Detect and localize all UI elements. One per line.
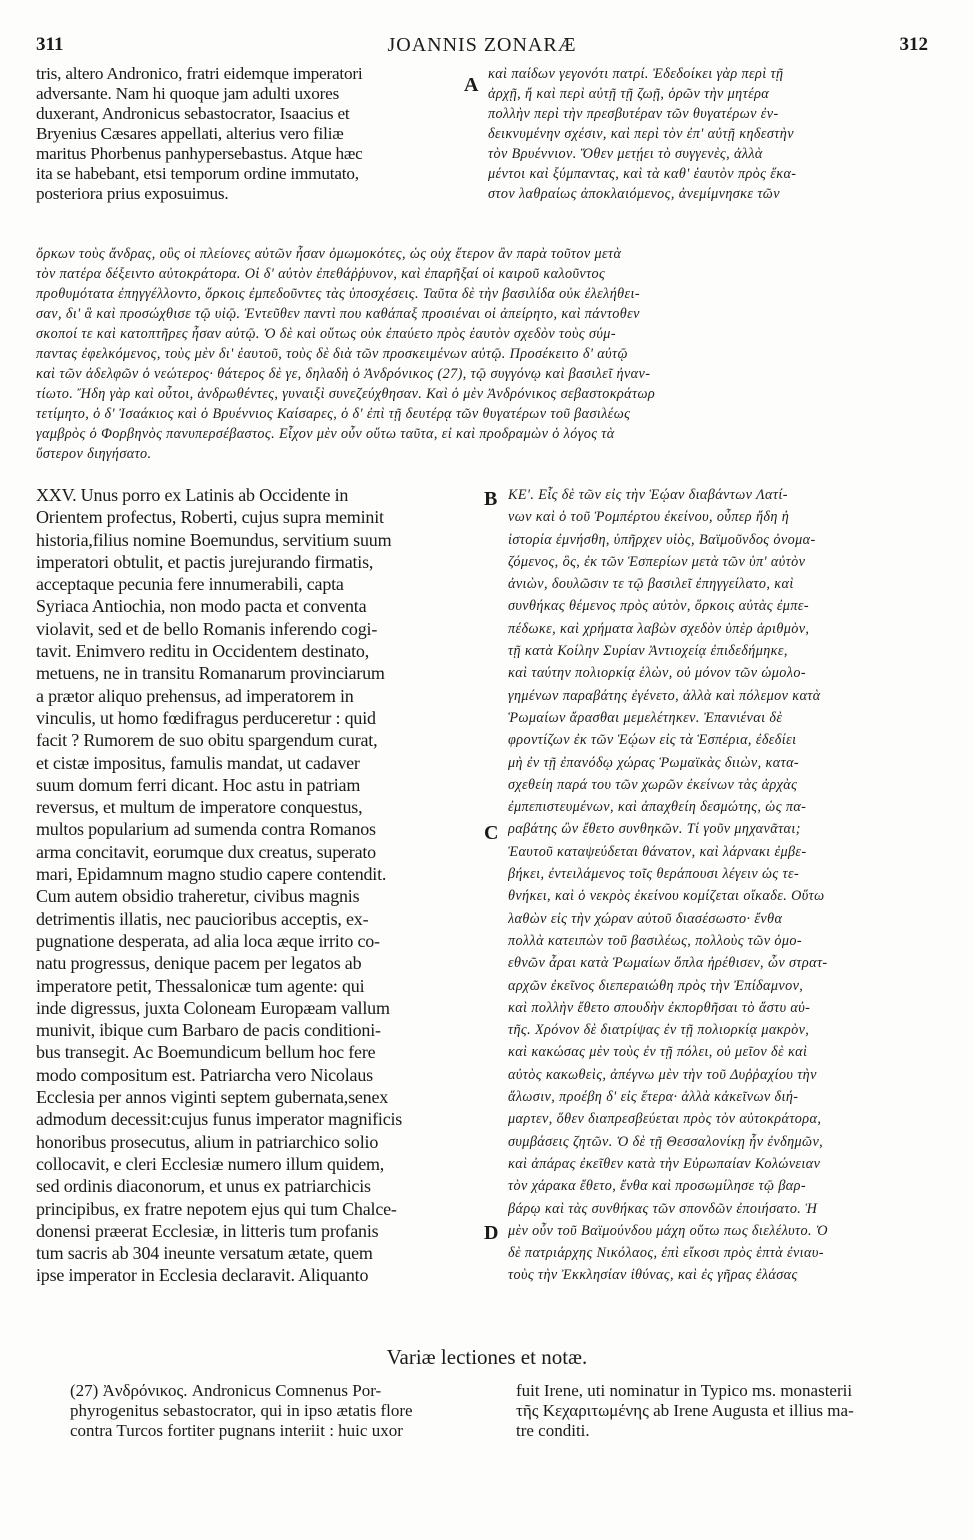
text-line: θνήκει, καὶ ὁ νεκρὸς ἐκείνου κομίζεται οἴκαδε. Οὕτω [508, 888, 825, 905]
text-line: ΚΕ'. Εἷς δὲ τῶν εἰς τὴν Ἑῴαν διαβάντων Λατί- [508, 487, 788, 503]
text-line: προθυμότατα ἐπηγγέλλοντο, ὅρκοις ἐμπεδοῦντες τὰς ὑποσχέσεις. Ταῦτα δὲ τὴν βασιλίδα οὐκ ἐλελήθει- [36, 286, 640, 302]
text-line: suum domum ferri dicant. Hoc astu in patriam [36, 774, 361, 795]
left-page-number: 311 [36, 34, 64, 55]
text-line: detrimentis illatis, nec paucioribus acceptis, ex- [36, 908, 369, 929]
text-line: honoribus prosecutus, alium in patriarchico solio [36, 1131, 379, 1152]
text-line: natu progressus, denique pacem per legatos ab [36, 953, 362, 974]
text-line: βάρῳ καὶ τὰς συνθήκας τῶν σπονδῶν ἐποιήσατο. Ἡ [508, 1200, 818, 1217]
footnote-left [70, 1381, 490, 1441]
running-title: JOANNIS ZONARÆ [387, 34, 577, 56]
text-line: αρχῶν ἐκεῖνος διεπεραιώθη πρὸς τὴν Ἐπίδαμνον, [508, 977, 804, 994]
text-line: τίωτο. Ἤδη γὰρ καὶ οὗτοι, ἀνδρωθέντες, γυναιξὶ συνεζεύχθησαν. Καὶ ὁ μὲν Ἀνδρόνικος σεβαστοκράτωρ [36, 386, 656, 402]
text-line: τὸν πατέρα δέξειντο αὐτοκράτορα. Οἱ δ' αὐτὸν ἐπεθάῤῥυνον, καὶ ἐπαρῆξαί οἱ καιροῦ καλοῦντος [36, 266, 606, 282]
text-line: vinculis, ut homo fœdifragus perduceretur : quid [36, 707, 376, 728]
text-line: contra Turcos fortiter pugnans interiit : huic uxor [70, 1421, 403, 1440]
text-line: τῆς Κεχαριτωμένης ab Irene Augusta et illius ma- [516, 1401, 854, 1420]
text-line: Syriaca Antiochia, non modo pacta et conventa [36, 596, 367, 617]
text-line: principibus, ex fratre nepotem ejus qui tum Chalce- [36, 1198, 397, 1219]
text-line: μαρτεν, ὅθεν διαπρεσβεύεται πρὸς τὸν αὐτοκράτορα, [508, 1111, 822, 1128]
text-line: τὸν χάρακα ἔθετο, ἔνθα καὶ προσωμίλησε τῷ βαρ- [508, 1178, 806, 1195]
text-line: bus transegit. Ac Boemundicum bellum hoc fere [36, 1042, 376, 1063]
text-line: καὶ ἀπάρας ἐκεῖθεν κατὰ τὴν Εὐρωπαίαν Κολώνειαν [508, 1155, 821, 1172]
greek-column-main [508, 484, 930, 1287]
text-line: σαν, δι' ἃ καὶ προσώχθισε τῷ υἱῷ. Ἐντεῦθεν παντὶ που καθάπαξ προσιέναι οἱ ἀπείρητο, καὶ πάντοθεν [36, 306, 640, 322]
text-line: et cistæ impositus, famulis mandat, ut cadaver [36, 752, 360, 773]
text-line: Ecclesia per annos viginti septem gubernata,senex [36, 1087, 389, 1108]
notes-heading: Variæ lectiones et notæ. [386, 1345, 588, 1369]
text-line: δὲ πατριάρχης Νικόλαος, ἐπὶ εἴκοσι πρὸς ἑπτὰ ἐνιαυ- [508, 1245, 824, 1262]
text-line: αὐτὸς κακωθεὶς, ἀπέγνω μὲν τὴν τοῦ Δυῤῥαχίου τὴν [508, 1066, 817, 1083]
text-line: collocavit, e cleri Ecclesiæ numero illum quidem, [36, 1153, 385, 1174]
text-line: ἐμπεπιστευμένων, καὶ ἀπαχθείη δεσμώτης, ὡς πα- [508, 799, 807, 816]
text-line: mari, Epidamnum magno studio capere contendit. [36, 864, 387, 885]
text-line: facit ? Rumorem de suo obitu spargendum curat, [36, 730, 378, 751]
section-marker-b: B [484, 488, 498, 510]
latin-column-main [36, 484, 482, 1287]
text-line: ipse imperator in Ecclesia declaravit. Aliquanto [36, 1265, 369, 1286]
text-line: phyrogenitus sebastocrator, qui in ipso ætatis flore [70, 1401, 413, 1420]
text-line: ραβάτης ὢν ἔθετο συνθηκῶν. Τί γοῦν μηχανᾶται; [508, 821, 801, 838]
text-line: ita se habebant, etsi temporum ordine immutato, [36, 164, 359, 183]
text-line: metuens, ne in transitu Romanarum provinciarum [36, 663, 385, 684]
text-line: γαμβρὸς ὁ Φορβηνὸς πανυπερσέβαστος. Εἶχον μὲν οὖν οὕτω ταῦτα, εἰ καὶ προδραμὼν ὁ λόγος τὰ [36, 426, 615, 442]
text-line: λαθὼν εἰς τὴν χώραν αὐτοῦ διασέσωστο· ἔνθα [508, 910, 783, 927]
text-line: καὶ ταύτην πολιορκίᾳ ἑλὼν, οὐ μόνον τῶν ὡμολο- [508, 665, 806, 682]
text-line: munivit, ibique cum Barbaro de pacis conditioni- [36, 1020, 381, 1041]
text-line: καὶ παίδων γεγονότι πατρί. Ἐδεδοίκει γὰρ περὶ τῇ [488, 66, 784, 82]
text-line: εθνῶν ἆραι κατὰ Ῥωμαίων ὅπλα ἠρέθισεν, ὧν στρατ- [508, 955, 828, 972]
text-line: ζόμενος, ὃς, ἐκ τῶν Ἑσπερίων μετὰ τῶν ὑπ' αὐτὸν [508, 553, 806, 570]
text-line: γημένων παραβάτης ἐγένετο, ἀλλὰ καὶ πόλεμον κατὰ [508, 687, 821, 704]
text-line: φροντίζων ἐκ τῶν Ἑῴων εἰς τὰ Ἑσπέρια, ἐδεδίει [508, 732, 797, 749]
text-line: ἀνιὼν, δουλῶσιν τε τῷ βασιλεῖ ἐπηγγείλατο, καὶ [508, 576, 794, 593]
text-line: donensi præerat Ecclesiæ, in litteris tum profanis [36, 1220, 379, 1241]
text-line: posteriora prius exposuimus. [36, 184, 229, 203]
text-line: μὴ ἐν τῇ ἐπανόδῳ χώρας Ῥωμαϊκὰς διιὼν, κατα- [508, 754, 800, 771]
text-line: adversante. Nam hi quoque jam adulti uxores [36, 84, 340, 103]
text-line: καὶ κακώσας μὲν τοὺς ἐν τῇ πόλει, οὐ μεῖον δὲ καὶ [508, 1044, 808, 1061]
text-line: maritus Phorbenus panhypersebastus. Atque hæc [36, 144, 363, 163]
text-line: στον λαθραίως ἀποκλαιόμενος, ἀνεμίμνησκε τῶν [488, 186, 780, 202]
text-line: πέδωκε, καὶ χρήματα λαβὼν σχεδὸν ὑπὲρ ἀριθμὸν, [508, 620, 810, 637]
greek-fullwidth-block [36, 244, 930, 464]
text-line: καὶ πολλὴν ἔθετο σπουδὴν ἐκπορθῆσαι τὸ ἄστυ αὐ- [508, 999, 811, 1016]
text-line: νων καὶ ὁ τοῦ Ῥομπέρτου ἐκείνου, οὗπερ ἤδη ἡ [508, 509, 790, 526]
text-line: admodum decessit:cujus funus imperator magnificis [36, 1109, 403, 1130]
text-line: sed ordinis diaconorum, et unus ex patriarchicis [36, 1176, 371, 1197]
text-line: τετίμητο, ὁ δ' Ἰσαάκιος καὶ ὁ Βρυέννιος Καίσαρες, ὁ δ' ἐπὶ τῇ δευτέρᾳ τῶν θυγατέρων τοῦ βασιλέως [36, 406, 631, 422]
text-line: tavit. Enimvero reditu in Occidentem destinato, [36, 641, 370, 662]
text-line: σκοποί τε καὶ κατοπτῆρες ἦσαν αὐτῷ. Ὁ δὲ καὶ οὕτως οὐκ ἐπαύετο πρὸς ἑαυτὸν σχεδὸν τοὺς σύμ- [36, 326, 616, 342]
text-line: imperatore petit, Thessalonicæ tum agente: qui [36, 975, 365, 996]
section-marker-a: A [464, 74, 479, 96]
text-line: τῇ κατὰ Κοίλην Συρίαν Ἀντιοχείᾳ ἐπιδεδήμηκε, [508, 643, 788, 660]
text-line: (27) Ἀνδρόνικος. Andronicus Comnenus Por- [70, 1381, 382, 1400]
right-page-number: 312 [899, 34, 928, 55]
text-line: historia,filius nomine Boemundus, servitium suum [36, 529, 392, 550]
text-line: Bryenius Cæsares appellati, alterius vero filiæ [36, 124, 344, 143]
text-line: βήκει, ἐντειλάμενος τοῖς θεράπουσι λέγειν ὡς τε- [508, 866, 800, 883]
text-line: a prætor aliquo prehensus, ad imperatorem in [36, 685, 354, 706]
text-line: multos popularium ad sumenda contra Romanos [36, 819, 376, 840]
text-line: πολλὴν περὶ τὴν πρεσβυτέραν τῶν θυγατέρων ἐν- [488, 106, 779, 122]
text-line: σχεθείη παρά του τῶν χωρῶν ἐκείνων τὰς ἀρχὰς [508, 776, 798, 793]
text-line: Ἑαυτοῦ καταψεύδεται θάνατον, καὶ λάρνακι ἐμβε- [508, 843, 807, 860]
text-line: imperatori obtulit, et pactis jurejurando firmatis, [36, 551, 374, 572]
running-header [36, 34, 928, 60]
greek-column-top [488, 64, 930, 204]
text-line: reversus, et multum de imperatore conquestus, [36, 797, 363, 818]
text-line: πολλὰ κατειπὼν τοῦ βασιλέως, πολλοὺς τῶν ὁμο- [508, 932, 802, 949]
text-line: τῆς. Χρόνον δὲ διατρίψας ἐν τῇ πολιορκίᾳ μακρὸν, [508, 1022, 810, 1039]
text-line: τοὺς τὴν Ἐκκλησίαν ἰθύνας, καὶ ἐς γῆρας ἐλάσας [508, 1267, 798, 1284]
text-line: παντας ἐφελκόμενος, τοὺς μὲν δι' ἑαυτοῦ, τοὺς δὲ διὰ τῶν προσκειμένων αὐτῷ. Προσέκειτο δ' αὐτῷ [36, 346, 628, 362]
text-line: fuit Irene, uti nominatur in Typico ms. monasterii [516, 1381, 853, 1400]
text-line: μὲν οὖν τοῦ Βαϊμούνδου μάχη οὕτω πως διελέλυτο. Ὁ [508, 1222, 828, 1239]
text-line: tre conditi. [516, 1421, 590, 1440]
text-line: ἅλωσιν, προέβη δ' εἰς ἕτερα· ἀλλὰ κἀκεῖνων διή- [508, 1089, 799, 1106]
text-line: pugnatione desperata, ad alia loca æque irrito co- [36, 930, 380, 951]
text-line: acceptaque pecunia fere innumerabili, capta [36, 574, 344, 595]
text-line: συνθήκας θέμενος πρὸς αὐτὸν, ὅρκοις αὐτὰς ἐμπε- [508, 598, 809, 615]
text-line: Orientem profectus, Roberti, cujus supra meminit [36, 507, 384, 528]
text-line: ἱστορία ἐμνήσθη, ὑπῆρχεν υἱὸς, Βαϊμοῦνδος ὀνομα- [508, 531, 816, 548]
text-line: tris, altero Andronico, fratri eidemque imperatori [36, 64, 363, 83]
text-line: δεικνυμένην σχέσιν, καὶ περὶ τὸν ἐπ' αὐτῇ κηδεστὴν [488, 126, 794, 142]
text-line: XXV. Unus porro ex Latinis ab Occidente in [36, 485, 349, 505]
section-marker-d: D [484, 1222, 499, 1244]
text-line: Cum autem obsidio traheretur, civibus magnis [36, 886, 360, 907]
text-line: duxerant, Andronicus sebastocrator, Isaacius et [36, 104, 350, 123]
text-line: Ῥωμαίων ἄρασθαι μεμελέτηκεν. Ἐπανιέναι δὲ [508, 709, 783, 726]
text-line: τὸν Βρυέννιον. Ὅθεν μετῄει τὸ συγγενὲς, ἀλλὰ [488, 146, 763, 162]
text-line: modo compositum est. Patriarcha vero Nicolaus [36, 1064, 373, 1085]
text-line: ὅρκων τοὺς ἄνδρας, οὓς οἱ πλείονες αὐτῶν ἦσαν ὀμωμοκότες, ὡς οὐχ ἕτερον ἂν παρὰ τοῦτον μετὰ [36, 246, 622, 262]
text-line: violavit, sed et de bello Romanis inferendo cogi- [36, 618, 378, 639]
text-line: ὕστερον διηγήσατο. [36, 446, 152, 462]
text-line: arma concitavit, eorumque dux creatus, superato [36, 841, 376, 862]
section-marker-c: C [484, 822, 499, 844]
text-line: ἀρχῇ, ἤ καὶ περὶ αὐτῇ τῇ ζωῇ, ὁρῶν τὴν μητέρα [488, 86, 770, 102]
footnote-right [516, 1381, 934, 1441]
text-line: μέντοι καὶ ξύμπαντας, καὶ τὰ καθ' ἑαυτὸν πρὸς ἕκα- [488, 166, 797, 182]
text-line: καὶ τῶν ἀδελφῶν ὁ νεώτερος· θάτερος δὲ γε, δηλαδὴ ὁ Ἀνδρόνικος (27), τῷ συγγόνῳ καὶ βασιλεῖ ἠναν- [36, 366, 651, 382]
text-line: inde digressus, juxta Coloneam Europæam vallum [36, 997, 390, 1018]
text-line: συμβάσεις ζητῶν. Ὁ δὲ τῇ Θεσσαλονίκῃ ἦν ἐνδημῶν, [508, 1133, 824, 1150]
latin-column-top [36, 64, 456, 204]
text-line: tum sacris ab 304 ineunte versatum ætate, quem [36, 1243, 373, 1264]
